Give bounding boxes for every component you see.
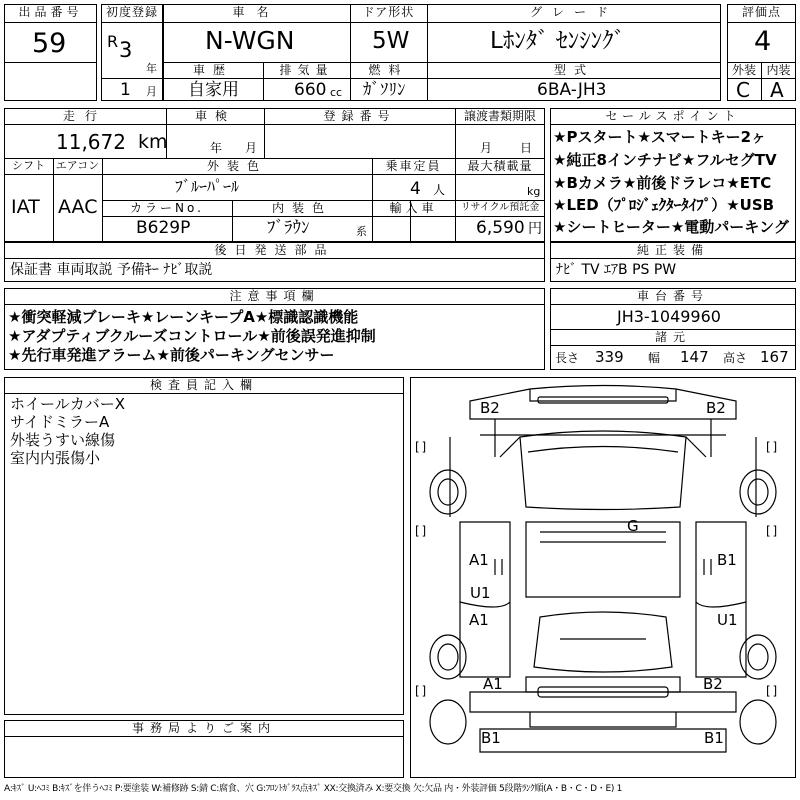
width-label: 幅 — [648, 351, 661, 365]
model-label: 車名 — [232, 5, 281, 19]
mileage-label: 走行 — [62, 109, 107, 123]
sales-line: ★LED（ﾌﾟﾛｼﾞｪｸﾀｰﾀｲﾌﾟ）★USB — [553, 196, 775, 214]
reg-year: 3 — [119, 38, 133, 62]
width: 147 — [680, 348, 709, 366]
bracket: [ ] — [766, 524, 777, 538]
height-label: 高さ — [723, 351, 748, 365]
transfer-label: 譲渡書類期限 — [463, 109, 536, 123]
color-no-label: カラーNo. — [130, 201, 204, 215]
ext-label: 外装 — [731, 63, 756, 77]
bracket: [ ] — [415, 524, 426, 538]
month-unit: 月 — [146, 85, 157, 98]
history: 自家用 — [188, 80, 239, 100]
notes-line: ★先行車発進アラーム★前後パーキングセンサー — [8, 346, 335, 364]
mileage: 11,672 — [56, 130, 126, 154]
fuel: ｶﾞｿﾘﾝ — [363, 80, 406, 100]
era: R — [107, 32, 119, 51]
score: 4 — [754, 26, 772, 57]
capacity: 4 — [410, 179, 421, 199]
length: 339 — [595, 348, 624, 366]
capacity-unit: 人 — [433, 183, 446, 197]
shift-label: シフト — [12, 159, 45, 172]
inspector-line: 室内内張傷小 — [10, 449, 101, 467]
sales-line: ★Bカメラ★前後ドラレコ★ETC — [553, 174, 772, 192]
score-label: 評価点 — [741, 5, 781, 19]
damage-front-door-left: A1 — [469, 551, 489, 569]
int-color: ﾌﾞﾗｳﾝ — [267, 218, 310, 238]
door-type: 5W — [372, 28, 410, 54]
bracket: [ ] — [766, 684, 777, 698]
legend: A:ｷｽﾞ U:ﾍｺﾐ B:ｷｽﾞを伴うﾍｺﾐ P:要塗装 W:補修跡 S:錆 C:腐食、穴 G:ﾌﾛﾝﾄｶﾞﾗｽ点ｷｽﾞ XX:交換済み X:要交換 欠:欠品 内・外装評価 5段階ﾗﾝｸ順(A・B・C・D・E) 1 — [4, 784, 623, 794]
displacement-label: 排気量 — [279, 63, 334, 77]
notes-line: ★アダプティブクルーズコントロール★前後誤発進抑制 — [8, 327, 376, 345]
notes-label: 注意事項欄 — [229, 289, 320, 303]
equipment-label: 純正装備 — [636, 243, 709, 257]
inspector-line: サイドミラーA — [10, 413, 110, 431]
bracket: [ ] — [415, 684, 426, 698]
sales-line: ★Pスタート★スマートキー2ヶ — [553, 128, 767, 146]
inspection-label: 車検 — [194, 109, 235, 123]
int-label: 内装 — [766, 63, 791, 77]
damage-front-door-right: B1 — [717, 551, 737, 569]
length-label: 長さ — [555, 351, 580, 365]
grade: Lﾎﾝﾀﾞ ｾﾝｼﾝｸﾞ — [490, 28, 626, 54]
recycle-unit: 円 — [528, 221, 542, 237]
damage-rear-door-left-1: U1 — [470, 584, 491, 602]
transfer-day-unit: 日 — [520, 141, 533, 155]
displacement: 660 — [294, 80, 327, 100]
inspection-month-unit: 月 — [245, 141, 258, 155]
load-unit: kg — [527, 185, 541, 198]
grade-label: グレード — [529, 5, 618, 19]
plate-label: 登録番号 — [323, 109, 396, 123]
type-label: 型式 — [553, 63, 594, 77]
mileage-unit: km — [138, 131, 168, 153]
int-color-suffix: 系 — [356, 225, 367, 238]
sales-line: ★純正8インチナビ★フルセグTV — [553, 151, 777, 169]
ext-grade: C — [736, 78, 750, 102]
later-parts-label: 後日発送部品 — [214, 243, 335, 257]
load-label: 最大積載量 — [467, 159, 533, 173]
year-unit: 年 — [146, 62, 157, 75]
equipment: ﾅﾋﾞ TV ｴｱB PS PW — [556, 262, 677, 278]
transfer-month-unit: 月 — [480, 141, 493, 155]
ext-color: ﾌﾞﾙｰﾊﾟｰﾙ — [175, 177, 240, 196]
ac: AAC — [58, 196, 98, 218]
notes-line: ★衝突軽減ブレーキ★レーンキープA★標識認識機能 — [8, 308, 359, 326]
ac-label: エアコン — [55, 159, 100, 172]
capacity-label: 乗車定員 — [385, 159, 442, 173]
dims-label: 諸元 — [654, 330, 691, 344]
int-color-label: 内装色 — [271, 201, 332, 215]
int-grade: A — [770, 78, 784, 102]
history-label: 車歴 — [192, 63, 233, 77]
recycle: 6,590 — [476, 218, 525, 238]
fuel-label: 燃料 — [368, 63, 409, 77]
damage-bumper-right: B1 — [704, 729, 724, 747]
bracket: [ ] — [766, 440, 777, 454]
damage-hood: G — [627, 517, 639, 535]
chassis-label: 車台番号 — [636, 289, 709, 303]
height: 167 — [760, 348, 789, 366]
damage-front-right: B2 — [706, 399, 726, 417]
recycle-label: リサイクル預託金 — [460, 202, 540, 213]
damage-front-left: B2 — [480, 399, 500, 417]
lot-number: 59 — [32, 28, 67, 59]
inspection-year-unit: 年 — [210, 141, 223, 155]
sales-points-label: セールスポイント — [605, 109, 741, 123]
office-label: 事務局よりご案内 — [131, 721, 276, 735]
ext-color-label: 外装色 — [206, 159, 267, 173]
inspector-label: 検査員記入欄 — [149, 378, 258, 392]
damage-rear-door-right: U1 — [717, 611, 738, 629]
import-label: 輸入車 — [389, 201, 438, 215]
displacement-unit: cc — [330, 86, 343, 99]
later-parts: 保証書 車両取説 予備ｷｰ ﾅﾋﾞ取説 — [10, 262, 213, 278]
car-outline — [410, 377, 796, 778]
sales-line: ★シートヒーター★電動パーキング — [553, 218, 789, 236]
inspector-line: ホイールカバーX — [10, 395, 125, 413]
damage-rear-door-left-2: A1 — [469, 611, 489, 629]
model-name: N-WGN — [205, 26, 295, 55]
inspector-line: 外装うすい線傷 — [10, 431, 116, 449]
shift: IAT — [11, 196, 40, 218]
color-no: B629P — [136, 218, 191, 238]
reg-month: 1 — [120, 80, 131, 100]
damage-rear-right: B2 — [703, 675, 723, 693]
first-reg-label: 初度登録 — [105, 5, 158, 19]
damage-bumper-left: B1 — [481, 729, 501, 747]
chassis-number: JH3-1049960 — [617, 307, 721, 326]
damage-rear-left: A1 — [483, 675, 503, 693]
bracket: [ ] — [415, 440, 426, 454]
door-label: ドア形状 — [362, 5, 415, 19]
lot-label: 出品番号 — [18, 5, 83, 19]
type: 6BA-JH3 — [537, 80, 607, 100]
